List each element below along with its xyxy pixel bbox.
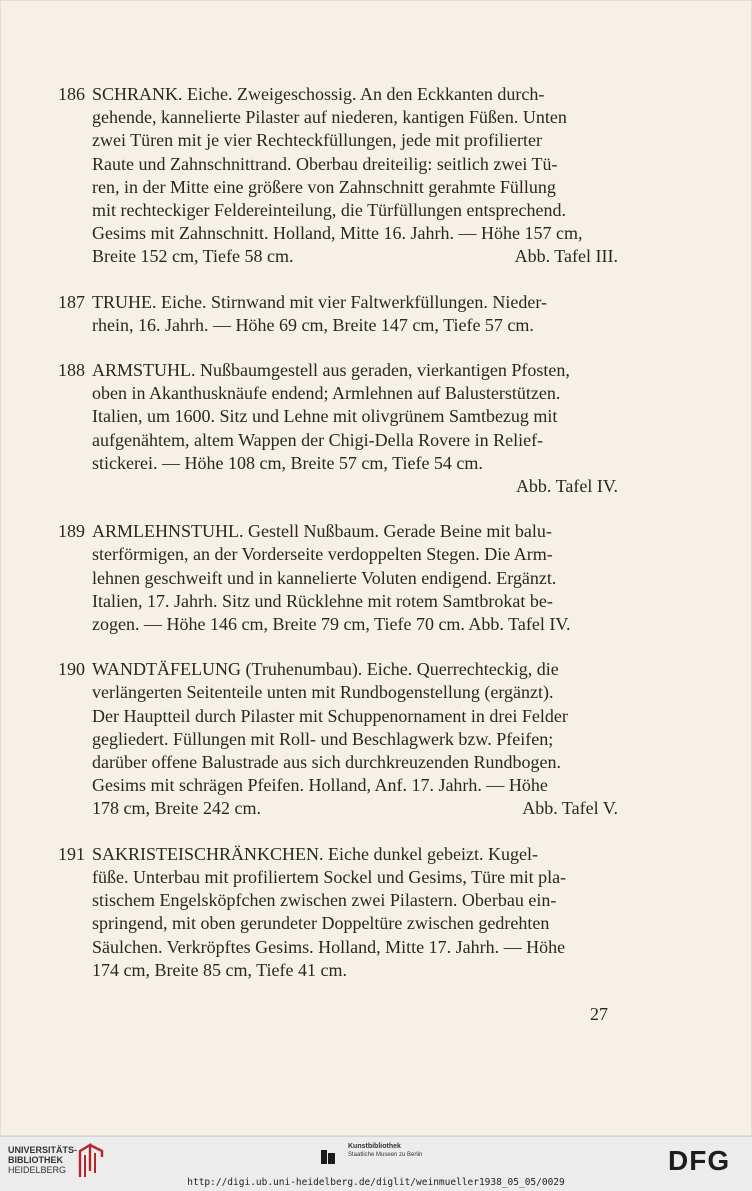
- university-library-name[interactable]: [8, 1145, 77, 1175]
- entry-line: WANDTÄFELUNG (Truhenumbau). Eiche. Querrechteckig, die: [92, 659, 559, 680]
- entry-line-last: [92, 797, 618, 820]
- entry-line: mit rechteckiger Feldereinteilung, die Türfüllungen entsprechend.: [92, 200, 567, 221]
- entry-line: stischem Engelsköpfchen zwischen zwei Pilastern. Oberbau ein-: [92, 890, 557, 911]
- entry-line: Raute und Zahnschnittrand. Oberbau dreiteilig: seitlich zwei Tü-: [92, 153, 558, 174]
- entry-line: springend, mit oben gerundeter Doppeltüre zwischen gedrehten: [92, 913, 550, 934]
- source-url-link[interactable]: http://digi.ub.uni-heidelberg.de/diglit/weinmueller1938_05_05/0029: [187, 1177, 565, 1188]
- entry-line: aufgenähtem, altem Wappen der Chigi-Della Rovere in Relief-: [92, 429, 544, 450]
- entry-line: TRUHE. Eiche. Stirnwand mit vier Faltwerkfüllungen. Nieder-: [92, 291, 548, 312]
- entry-line: SAKRISTEISCHRÄNKCHEN. Eiche dunkel gebeizt. Kugel-: [92, 843, 538, 864]
- entry-line: Gesims mit Zahnschnitt. Holland, Mitte 16. Jahrh. — Höhe 157 cm,: [92, 223, 583, 244]
- plate-reference: Abb. Tafel V.: [522, 798, 618, 819]
- entry-line: Gesims mit schrägen Pfeifen. Holland, Anf. 17. Jahrh. — Höhe: [92, 775, 548, 796]
- entry-line-last: [92, 245, 618, 268]
- kunstbibliothek-name: [348, 1143, 422, 1159]
- footer-bar: [0, 1136, 752, 1191]
- library-name-line: HEIDELBERG: [8, 1165, 67, 1175]
- entry-line: lehnen geschweift und in kannelierte Voluten endigend. Ergänzt.: [92, 567, 557, 588]
- entry-line: Italien, 17. Jahrh. Sitz und Rücklehne mit rotem Samtbrokat be-: [92, 590, 553, 611]
- entry-line: gehende, kannelierte Pilaster auf niederen, kantigen Füßen. Unten: [92, 107, 567, 128]
- entry-line: ARMLEHNSTUHL. Gestell Nußbaum. Gerade Beine mit balu-: [92, 521, 552, 542]
- kunst-line: Kunstbibliothek: [348, 1143, 401, 1150]
- plate-reference: Abb. Tafel III.: [514, 246, 618, 267]
- entry-line: gegliedert. Füllungen mit Roll- und Beschlagwerk bzw. Pfeifen;: [92, 728, 554, 749]
- entry-line: Säulchen. Verkröpftes Gesims. Holland, Mitte 17. Jahrh. — Höhe: [92, 936, 566, 957]
- kunst-line: Staatliche Museen zu Berlin: [348, 1152, 423, 1158]
- entry-number: 186: [58, 84, 85, 104]
- plate-reference: Abb. Tafel IV.: [515, 476, 618, 497]
- entry-line: verlängerten Seitenteile unten mit Rundbogenstellung (ergänzt).: [92, 682, 554, 703]
- university-library-logo-icon[interactable]: [76, 1141, 106, 1179]
- entry-line: zogen. — Höhe 146 cm, Breite 79 cm, Tiefe 70 cm. Abb. Tafel IV.: [92, 614, 571, 635]
- entry-line: 174 cm, Breite 85 cm, Tiefe 41 cm.: [92, 959, 347, 980]
- catalog-entry-188: [58, 359, 618, 498]
- entry-number: 189: [58, 521, 85, 542]
- catalog-entry-186: [58, 83, 618, 269]
- dfg-logo[interactable]: DFG: [668, 1145, 731, 1176]
- entry-line: Italien, um 1600. Sitz und Lehne mit olivgrünem Samtbezug mit: [92, 406, 558, 427]
- entry-line: 178 cm, Breite 242 cm.: [92, 798, 261, 819]
- entry-line: stickerei. — Höhe 108 cm, Breite 57 cm, Tiefe 54 cm.: [92, 452, 483, 473]
- entry-line: SCHRANK. Eiche. Zweigeschossig. An den Eckkanten durch-: [92, 84, 545, 104]
- page-number: 27: [590, 1004, 608, 1024]
- catalog-entry-189: [58, 520, 618, 636]
- catalog-entry-187: [58, 291, 618, 337]
- entry-line: zwei Türen mit je vier Rechteckfüllungen, jede mit profilierter: [92, 130, 542, 151]
- entry-number: 188: [58, 360, 85, 381]
- catalog-entry-191: [58, 843, 618, 982]
- entry-line: darüber offene Balustrade aus sich durchkreuzenden Rundbogen.: [92, 752, 562, 773]
- entry-line: füße. Unterbau mit profiliertem Sockel und Gesims, Türe mit pla-: [92, 866, 567, 887]
- library-name-line: UNIVERSITÄTS-: [8, 1145, 78, 1155]
- library-name-line: BIBLIOTHEK: [8, 1155, 63, 1165]
- kunstbibliothek-logo-icon[interactable]: [318, 1147, 338, 1167]
- catalog-entries: [58, 83, 618, 982]
- entry-line: Breite 152 cm, Tiefe 58 cm.: [92, 246, 294, 267]
- entry-number: 190: [58, 659, 85, 680]
- entry-line: ARMSTUHL. Nußbaumgestell aus geraden, vierkantigen Pfosten,: [92, 360, 570, 381]
- entry-line: ren, in der Mitte eine größere von Zahnschnitt gerahmte Füllung: [92, 176, 556, 197]
- entry-line: sterförmigen, an der Vorderseite verdoppelten Stegen. Die Arm-: [92, 544, 553, 565]
- catalog-entry-190: [58, 658, 618, 820]
- entry-line: Der Hauptteil durch Pilaster mit Schuppenornament in drei Felder: [92, 705, 568, 726]
- entry-number: 187: [58, 291, 85, 312]
- entry-line: rhein, 16. Jahrh. — Höhe 69 cm, Breite 147 cm, Tiefe 57 cm.: [92, 314, 534, 335]
- entry-number: 191: [58, 843, 85, 864]
- entry-line: oben in Akanthusknäufe endend; Armlehnen auf Balusterstützen.: [92, 383, 561, 404]
